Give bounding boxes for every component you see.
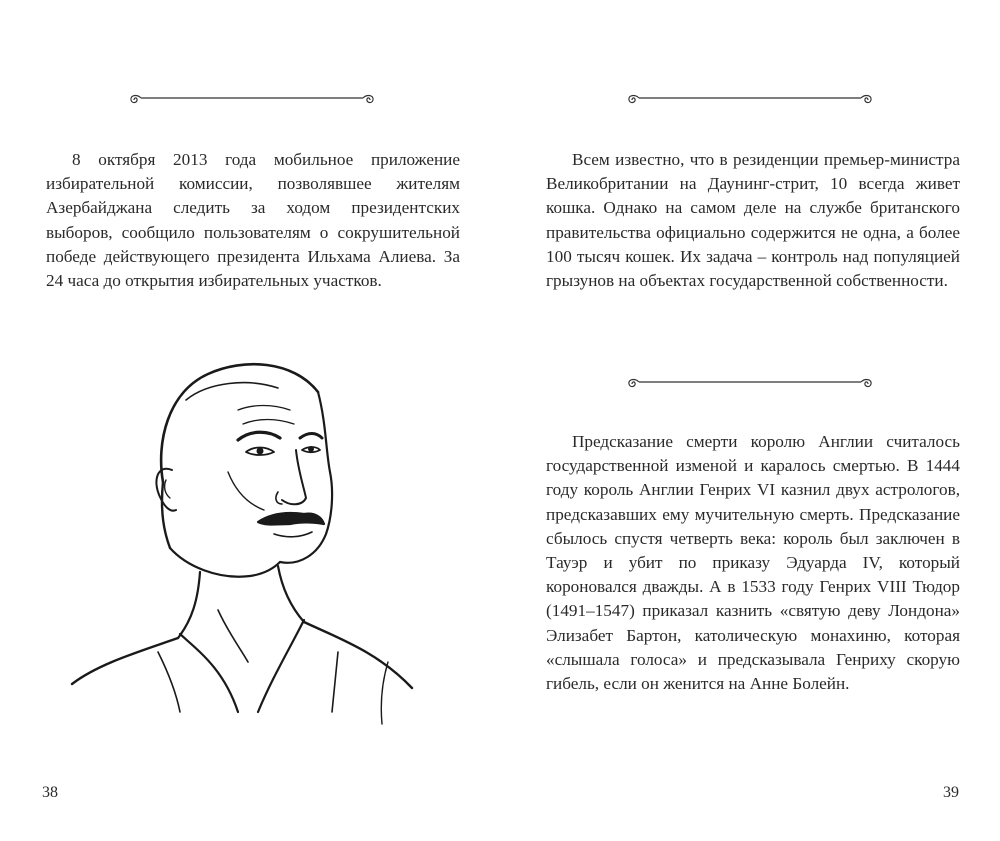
right-paragraph-2: Предсказание смерти королю Англии считалось государственной изменой и каралось смертью. В 1444 году король Англии Генрих VI казнил двух астрологов, предсказавших ему мучительную смерть. Предсказание сбылось спустя четверть века: король был заключен в Тауэр и убит по приказу Эдуарда IV, который короновался дважды. А в 1533 году Генрих VIII Тюдор (1491–1547) приказал казнить «святую деву Лондона» Элизабет Бартон, католическую монахиню, которая «слышала голоса» и предсказывала Генриху скорую гибель, если он женится на Анне Болейн. [546, 432, 960, 694]
page-number-left: 38 [42, 784, 58, 801]
ornamental-divider-icon [127, 92, 377, 106]
right-page [500, 0, 1000, 841]
ornamental-divider-icon [625, 376, 875, 390]
ornamental-divider-icon [625, 92, 875, 106]
page-number-right: 39 [943, 784, 959, 801]
right-paragraph-1: Всем известно, что в резиденции премьер-министра Великобритании на Даунинг-стрит, 10 всегда живет кошка. Однако на самом деле на службе британского правительства официально содержится не одна, а более 100 тысяч кошек. Их задача – контроль над популяцией грызунов на объектах государственной собственности. [546, 150, 960, 291]
man-portrait-line-drawing [68, 352, 428, 777]
left-paragraph: 8 октября 2013 года мобильное приложение избирательной комиссии, позволявшее жителям Азербайджана следить за ходом президентских выборов, сообщило пользователям о сокрушительной победе действующего президента Ильхама Алиева. За 24 часа до открытия избирательных участков. [46, 150, 460, 291]
